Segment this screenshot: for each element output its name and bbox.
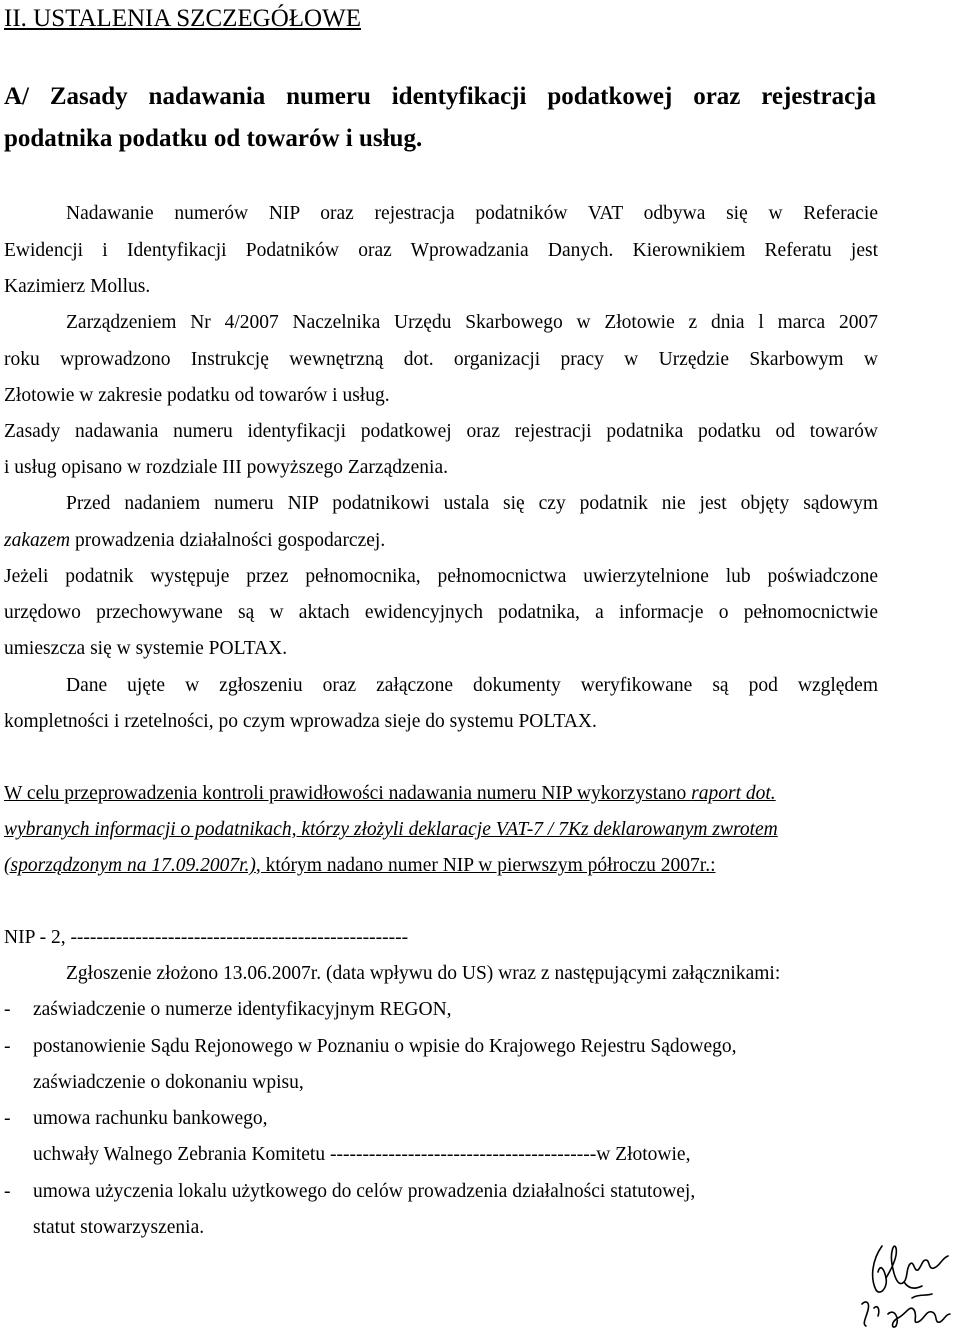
submission-text: Zgłoszenie złożono 13.06.2007r. (data wpływu do US) wraz z następującymi załącznikami: bbox=[66, 963, 781, 984]
attachment-item: uchwały Walnego Zebrania Komitetu -----------------------------------------w Złotowie, bbox=[33, 1144, 691, 1165]
paragraph-3-line-2: i usług opisano w rozdziale III powyższego Zarządzenia. bbox=[4, 457, 448, 478]
control-line-1 bbox=[4, 782, 776, 806]
paragraph-3-line-1: Zasady nadawania numeru identyfikacji podatkowej oraz rejestracji podatnika podatku od towarów bbox=[4, 421, 878, 442]
paragraph-2-line-2: roku wprowadzono Instrukcję wewnętrzną dot. organizacji pracy w Urzędzie Skarbowym w bbox=[4, 349, 878, 370]
list-dash: - bbox=[4, 1181, 11, 1202]
control-line-1-text: W celu przeprowadzenia kontroli prawidłowości nadawania numeru NIP wykorzystano bbox=[4, 783, 692, 804]
attachment-item: zaświadczenie o numerze identyfikacyjnym REGON, bbox=[33, 999, 452, 1020]
attachment-item: statut stowarzyszenia. bbox=[33, 1217, 205, 1238]
list-dash: - bbox=[4, 1036, 11, 1057]
attachment-item: zaświadczenie o dokonaniu wpisu, bbox=[33, 1072, 304, 1093]
heading-a-line2: podatnika podatku od towarów i usług. bbox=[4, 125, 423, 152]
paragraph-6-line-1: Dane ujęte w zgłoszeniu oraz załączone dokumenty weryfikowane są pod względem bbox=[66, 675, 878, 696]
paragraph-2-line-1: Zarządzeniem Nr 4/2007 Naczelnika Urzędu Skarbowego w Złotowie z dnia l marca 2007 bbox=[66, 312, 878, 333]
list-dash: - bbox=[4, 1108, 11, 1129]
paragraph-4-line-1: Przed nadaniem numeru NIP podatnikowi ustala się czy podatnik nie jest objęty sądowym bbox=[66, 493, 878, 514]
heading-a-line1: A/ Zasady nadawania numeru identyfikacji podatkowej oraz rejestracja bbox=[4, 83, 876, 110]
paragraph-4-line-2 bbox=[4, 529, 385, 553]
paragraph-1-line-1: Nadawanie numerów NIP oraz rejestracja podatników VAT odbywa się w Referacie bbox=[66, 203, 878, 224]
handwritten-signature bbox=[852, 1238, 956, 1334]
control-line-3-text: , którym nadano numer NIP w pierwszym półroczu 2007r.: bbox=[255, 855, 716, 876]
list-dash: - bbox=[4, 999, 11, 1020]
paragraph-4-line-2-rest: prowadzenia działalności gospodarczej. bbox=[70, 530, 386, 551]
control-line-2: wybranych informacji o podatnikach, którzy złożyli deklaracje VAT-7 / 7Kz deklarowanym zwrotem bbox=[4, 819, 778, 840]
control-line-3-italic: (sporządzonym na 17.09.2007r.) bbox=[4, 855, 256, 876]
paragraph-5-line-1: Jeżeli podatnik występuje przez pełnomocnika, pełnomocnictwa uwierzytelnione lub poświadczone bbox=[4, 566, 878, 587]
paragraph-5-line-2: urzędowo przechowywane są w aktach ewidencyjnych podatnika, a informacje o pełnomocnictwie bbox=[4, 602, 878, 623]
control-line-3 bbox=[4, 854, 716, 878]
control-line-1-italic: raport dot. bbox=[691, 783, 776, 804]
paragraph-2-line-3: Złotowie w zakresie podatku od towarów i usług. bbox=[4, 385, 390, 406]
section-title: II. USTALENIA SZCZEGÓŁOWE bbox=[4, 5, 361, 32]
nip-label: NIP - 2, ---------------------------------------------------- bbox=[4, 927, 409, 948]
paragraph-6-line-2: kompletności i rzetelności, po czym wprowadza sieje do systemu POLTAX. bbox=[4, 711, 597, 732]
attachment-item: umowa rachunku bankowego, bbox=[33, 1108, 268, 1129]
attachment-item: postanowienie Sądu Rejonowego w Poznaniu o wpisie do Krajowego Rejestru Sądowego, bbox=[33, 1036, 737, 1057]
attachment-item: umowa użyczenia lokalu użytkowego do celów prowadzenia działalności statutowej, bbox=[33, 1181, 696, 1202]
paragraph-1-line-2: Ewidencji i Identyfikacji Podatników oraz Wprowadzania Danych. Kierownikiem Referatu jest bbox=[4, 240, 878, 261]
paragraph-1-line-3: Kazimierz Mollus. bbox=[4, 276, 151, 297]
paragraph-5-line-3: umieszcza się w systemie POLTAX. bbox=[4, 638, 288, 659]
italic-word: zakazem bbox=[4, 530, 71, 551]
